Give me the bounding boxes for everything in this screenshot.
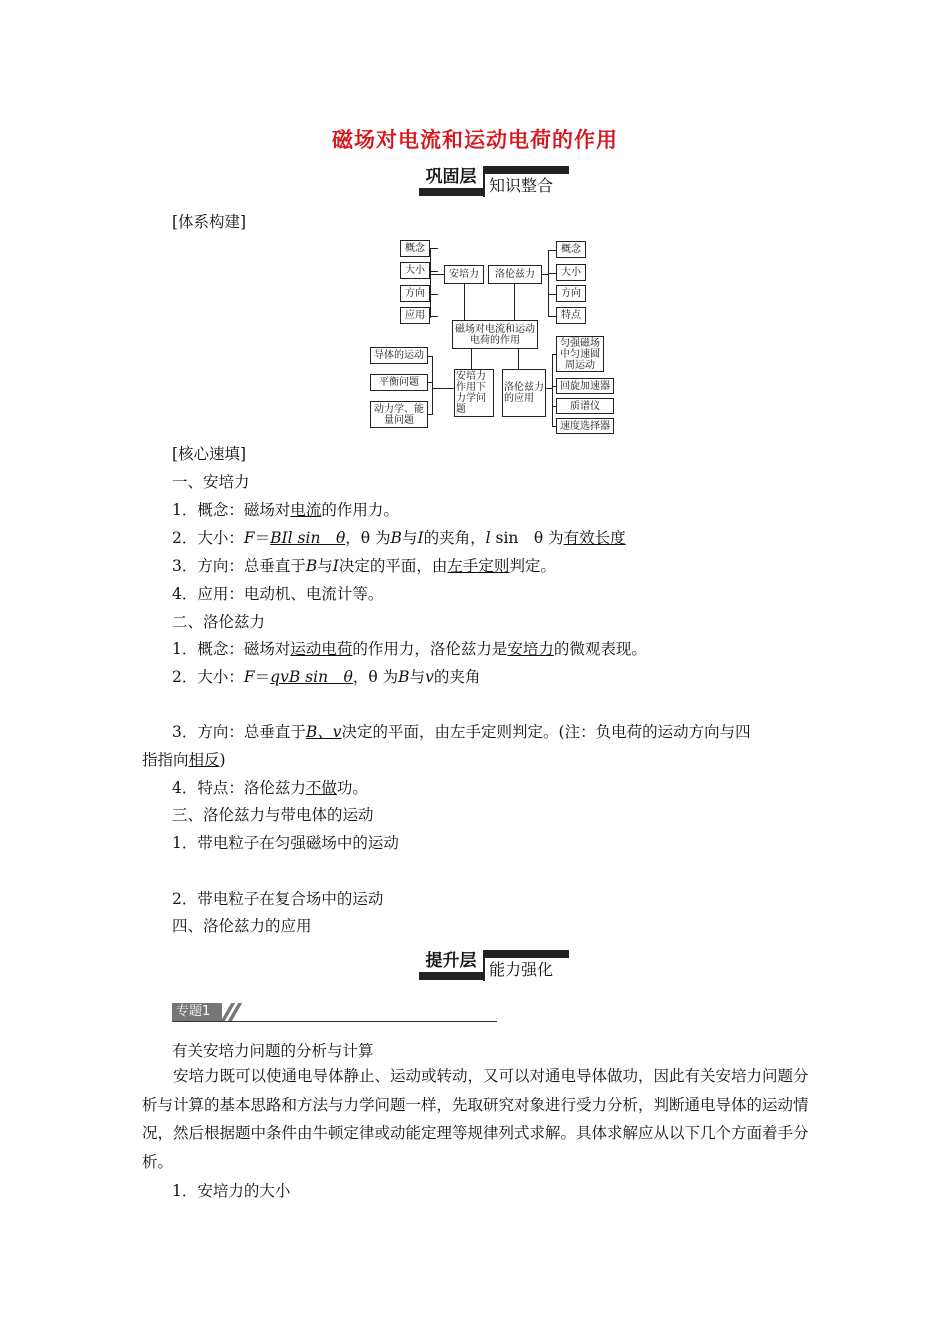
lorentz-direction: 3．方向：总垂直于B、v决定的平面，由左手定则判定。(注：负电荷的运动方向与四 <box>172 723 751 741</box>
banner-cap: 巩固层 <box>425 167 477 187</box>
diagram-equilibrium: 平衡问题 <box>370 374 428 391</box>
topic-tag-label: 专题1 <box>172 1003 222 1021</box>
diagram-left-magnitude: 大小 <box>400 262 430 279</box>
diagram-center: 磁场对电流和运动电荷的作用 <box>452 320 538 349</box>
heading-lorentz: 二、洛伦兹力 <box>172 613 266 631</box>
diagram-conductor-motion: 导体的运动 <box>370 347 428 364</box>
banner-topbar <box>485 950 569 958</box>
topic-tag <box>172 1003 240 1021</box>
ampere-application: 4．应用：电动机、电流计等。 <box>172 585 384 603</box>
heading-ampere: 一、安培力 <box>172 473 250 491</box>
diagram-right-direction: 方向 <box>556 285 586 302</box>
section-core-label: [核心速填] <box>172 445 247 463</box>
diagram-mass-spectrometer: 质谱仪 <box>556 398 614 414</box>
ampere-concept: 1．概念：磁场对电流的作用力。 <box>172 501 399 519</box>
banner-consolidation <box>419 166 571 198</box>
diagram-velocity-selector: 速度选择器 <box>556 418 614 434</box>
heading-lorentz-application: 四、洛伦兹力的应用 <box>172 917 312 935</box>
banner-sub: 能力强化 <box>489 960 554 979</box>
charged-compound-field: 2．带电粒子在复合场中的运动 <box>172 890 384 908</box>
diagram-lorentz: 洛伦兹力 <box>488 265 542 284</box>
diagram-right-magnitude: 大小 <box>556 264 586 281</box>
diagram-left-concept: 概念 <box>400 240 430 257</box>
banner-cap: 提升层 <box>425 951 477 971</box>
diagram-lorentz-application: 洛伦兹力的应用 <box>502 369 546 417</box>
page-title: 磁场对电流和运动电荷的作用 <box>332 128 618 152</box>
banner-underbar <box>419 188 483 196</box>
charged-uniform-field: 1．带电粒子在匀强磁场中的运动 <box>172 834 399 852</box>
lorentz-concept: 1．概念：磁场对运动电荷的作用力，洛伦兹力是安培力的微观表现。 <box>172 640 647 658</box>
lorentz-magnitude: 2．大小：F＝qvB sin θ，θ 为B与v的夹角 <box>172 668 481 686</box>
ampere-direction: 3．方向：总垂直于B与I决定的平面，由左手定则判定。 <box>172 557 556 575</box>
topic-rule <box>172 1021 497 1022</box>
diagram-left-direction: 方向 <box>400 285 430 302</box>
banner-sub: 知识整合 <box>489 176 554 195</box>
diagram-right-feature: 特点 <box>556 307 586 324</box>
banner-topbar <box>485 166 569 174</box>
topic-title: 有关安培力问题的分析与计算 <box>172 1042 374 1060</box>
lorentz-feature: 4．特点：洛伦兹力不做功。 <box>172 779 368 797</box>
diagram-right-concept: 概念 <box>556 241 586 258</box>
diagram-uniform-circular: 匀强磁场中匀速圆周运动 <box>556 336 604 372</box>
banner-advancement <box>419 950 571 982</box>
diagram-dynamics-energy: 动力学、能量问题 <box>370 401 428 428</box>
diagram-ampere: 安培力 <box>444 265 484 284</box>
topic-paragraph: 安培力既可以使通电导体静止、运动或转动，又可以对通电导体做功，因此有关安培力问题分析与计算的基本思路和方法与力学问题一样，先取研究对象进行受力分析，判断通电导体的运动情况，然后根据题中条件由牛顿定律或动能定理等规律列式求解。具体求解应从以下几个方面着手分析。 <box>142 1067 809 1171</box>
concept-diagram <box>368 236 618 436</box>
diagram-cyclotron: 回旋加速器 <box>556 378 614 394</box>
section-system-label: [体系构建] <box>172 213 247 231</box>
lorentz-direction-cont: 指指向相反) <box>142 751 226 769</box>
ampere-magnitude: 2．大小：F＝BIl sin θ，θ 为B与I的夹角，l sin θ 为有效长度 <box>172 529 626 547</box>
diagram-ampere-mechanics: 安培力作用下力学问题 <box>454 369 494 417</box>
banner-underbar <box>419 972 483 980</box>
ampere-magnitude-heading: 1．安培力的大小 <box>172 1182 291 1200</box>
heading-charged-body: 三、洛伦兹力与带电体的运动 <box>172 806 374 824</box>
diagram-left-application: 应用 <box>400 307 430 324</box>
